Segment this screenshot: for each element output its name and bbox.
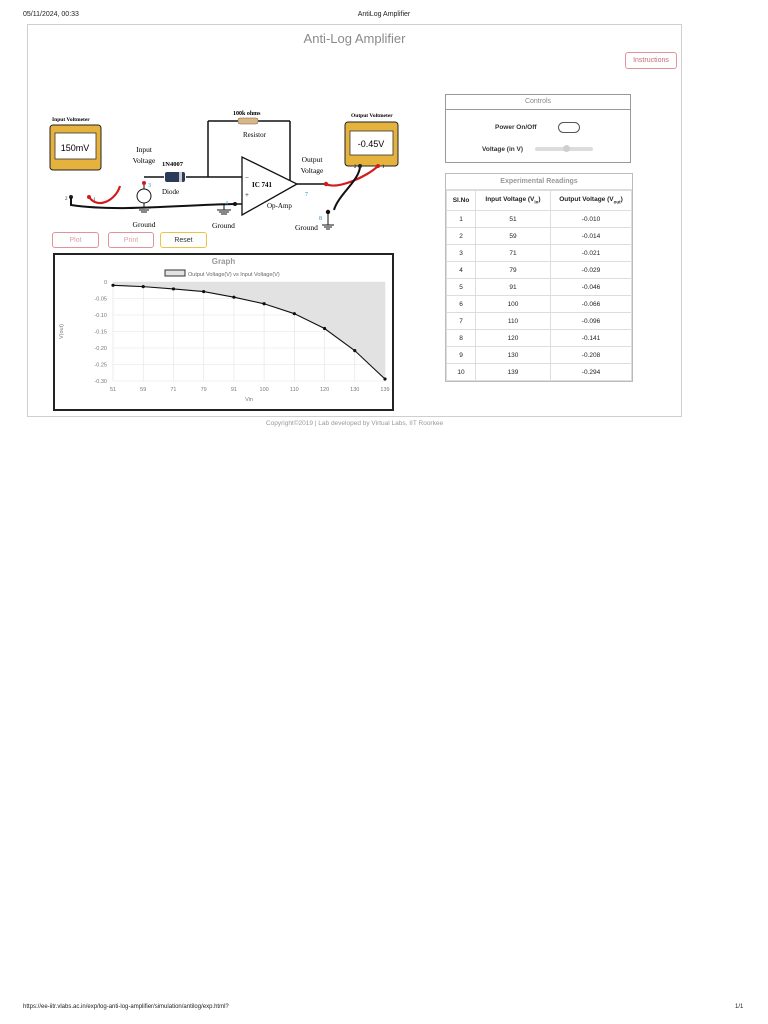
table-row xyxy=(447,313,632,330)
col-header-slno: Sl.No xyxy=(447,191,476,211)
output-terminals xyxy=(295,155,334,232)
cell-slno: 6 xyxy=(447,296,476,313)
copyright-text: Copyright©2019 | Lab developed by Virtual Labs, IIT Roorkee xyxy=(265,420,444,427)
svg-text:3: 3 xyxy=(148,183,151,189)
cell-slno: 1 xyxy=(447,211,476,228)
power-label: Power On/Off xyxy=(495,124,537,131)
cell-input: 59 xyxy=(476,228,551,245)
x-tick-label: 100 xyxy=(259,387,269,393)
cell-output: -0.014 xyxy=(551,228,632,245)
legend-label: Output Voltage(V) vs Input Voltage(V) xyxy=(188,272,280,278)
cell-input: 100 xyxy=(476,296,551,313)
cell-slno: 3 xyxy=(447,245,476,262)
svg-text:+: + xyxy=(245,191,249,199)
data-point xyxy=(202,290,205,293)
y-tick-label: -0.20 xyxy=(94,346,107,352)
reset-button[interactable]: Reset xyxy=(160,232,207,248)
data-point xyxy=(383,377,386,380)
svg-text:Diode: Diode xyxy=(162,188,180,196)
voltage-slider[interactable] xyxy=(535,147,593,151)
y-tick-label: -0.15 xyxy=(94,329,107,336)
data-point xyxy=(111,284,114,287)
print-button[interactable]: Print xyxy=(108,232,154,248)
svg-text:100k ohms: 100k ohms xyxy=(233,111,261,117)
power-toggle-knob xyxy=(560,124,567,131)
svg-text:IC 741: IC 741 xyxy=(252,181,273,189)
data-point xyxy=(263,302,266,305)
instructions-button[interactable]: Instructions xyxy=(625,52,677,69)
cell-output: -0.141 xyxy=(551,330,632,347)
output-ground-label: Ground xyxy=(295,223,318,232)
x-tick-label: 51 xyxy=(109,387,117,393)
table-row xyxy=(447,279,632,296)
data-point xyxy=(293,312,296,315)
input-ground-label: Ground xyxy=(132,220,156,229)
print-datetime: 05/11/2024, 00:33 xyxy=(23,11,79,18)
graph-panel xyxy=(53,253,394,411)
cell-slno: 10 xyxy=(447,364,476,381)
output-voltmeter-label: Output Voltmeter xyxy=(351,113,393,119)
x-tick-label: 79 xyxy=(200,387,207,393)
cell-output: -0.208 xyxy=(551,347,632,364)
svg-text:Resistor: Resistor xyxy=(243,131,266,139)
col-header-output: Output Voltage $(V_{out})$ xyxy=(551,191,632,211)
simulation-frame xyxy=(27,24,682,427)
table-row xyxy=(447,296,632,313)
cell-output: -0.294 xyxy=(551,364,632,381)
controls-title: Controls xyxy=(446,95,630,110)
cell-slno: 5 xyxy=(447,279,476,296)
svg-text:1: 1 xyxy=(382,165,385,170)
table-row xyxy=(447,262,632,279)
cell-input: 139 xyxy=(476,364,551,381)
x-tick-label: 71 xyxy=(170,387,177,393)
table-row xyxy=(447,228,632,245)
readings-table xyxy=(446,190,632,381)
svg-text:Voltage: Voltage xyxy=(300,166,324,175)
table-row xyxy=(447,364,632,381)
cell-input: 91 xyxy=(476,279,551,296)
cell-slno: 4 xyxy=(447,262,476,279)
graph-title: Graph xyxy=(211,257,236,266)
svg-text:2: 2 xyxy=(354,165,357,170)
data-point xyxy=(172,287,175,290)
cell-slno: 8 xyxy=(447,330,476,347)
cell-input: 130 xyxy=(476,347,551,364)
svg-text:−: − xyxy=(245,174,249,182)
cell-slno: 2 xyxy=(447,228,476,245)
svg-text:Voltage: Voltage xyxy=(132,156,156,165)
y-tick-label: -0.25 xyxy=(94,362,107,369)
print-page-number: 1/1 xyxy=(735,1004,744,1010)
svg-text:Output: Output xyxy=(301,155,323,164)
output-voltmeter-value: -0.45V xyxy=(357,139,385,149)
x-tick-label: 139 xyxy=(380,387,390,393)
x-tick-label: 130 xyxy=(350,387,360,393)
table-row xyxy=(447,211,632,228)
svg-text:Op-Amp: Op-Amp xyxy=(267,202,292,210)
controls-panel xyxy=(445,94,631,163)
y-tick-label: -0.30 xyxy=(94,379,107,385)
y-axis-label: V(out) xyxy=(59,324,65,339)
opamp-ground-label: Ground xyxy=(212,221,235,230)
print-url: https://ee-iitr.vlabs.ac.in/exp/log-anti-log-amplifier/simulation/antilog/exp.html? xyxy=(23,1004,229,1010)
y-tick-label: 0 xyxy=(103,280,107,286)
diode xyxy=(144,161,236,196)
input-voltmeter-label: Input Voltmeter xyxy=(52,117,90,123)
cell-input: 51 xyxy=(476,211,551,228)
output-voltmeter xyxy=(345,113,398,170)
cell-input: 71 xyxy=(476,245,551,262)
circuit-diagram xyxy=(38,80,418,240)
svg-text:7: 7 xyxy=(305,192,308,198)
plot-button[interactable]: Plot xyxy=(52,232,99,248)
x-tick-label: 59 xyxy=(140,387,147,393)
data-point xyxy=(142,285,145,288)
cell-output: -0.046 xyxy=(551,279,632,296)
cell-output: -0.029 xyxy=(551,262,632,279)
cell-input: 110 xyxy=(476,313,551,330)
readings-panel xyxy=(445,173,633,382)
cell-output: -0.096 xyxy=(551,313,632,330)
table-row xyxy=(447,245,632,262)
cell-output: -0.066 xyxy=(551,296,632,313)
x-tick-label: 91 xyxy=(230,387,237,393)
chart xyxy=(55,255,392,409)
svg-text:Input: Input xyxy=(136,145,152,154)
input-voltmeter xyxy=(50,117,101,203)
voltage-label: Voltage (in V) xyxy=(482,146,524,153)
input-source xyxy=(133,145,157,229)
legend-swatch xyxy=(165,270,185,276)
data-point xyxy=(323,327,326,330)
page-title: Anti-Log Amplifier xyxy=(303,31,406,46)
data-point xyxy=(232,296,235,299)
x-tick-label: 120 xyxy=(319,387,330,393)
cell-input: 79 xyxy=(476,262,551,279)
svg-text:4: 4 xyxy=(225,201,228,207)
x-tick-label: 110 xyxy=(289,387,299,393)
power-toggle[interactable] xyxy=(558,122,580,133)
cell-output: -0.010 xyxy=(551,211,632,228)
svg-text:8: 8 xyxy=(319,216,322,222)
cell-slno: 9 xyxy=(447,347,476,364)
cell-output: -0.021 xyxy=(551,245,632,262)
col-header-input: Input Voltage $(V_{in})$ xyxy=(476,191,551,211)
svg-text:2: 2 xyxy=(65,197,68,202)
voltage-slider-thumb[interactable] xyxy=(563,145,570,152)
x-axis-label: Vin xyxy=(245,397,253,403)
cell-slno: 7 xyxy=(447,313,476,330)
table-row xyxy=(447,347,632,364)
data-point xyxy=(353,349,356,352)
print-doc-title: AntiLog Amplifier xyxy=(357,11,411,18)
y-tick-label: -0.10 xyxy=(94,313,107,319)
cell-input: 120 xyxy=(476,330,551,347)
y-tick-label: -0.05 xyxy=(94,296,107,303)
readings-title: Experimental Readings xyxy=(446,174,632,190)
svg-text:1N4007: 1N4007 xyxy=(162,161,183,168)
svg-text:1: 1 xyxy=(93,198,96,203)
input-voltmeter-value: 150mV xyxy=(60,143,90,153)
table-row xyxy=(447,330,632,347)
